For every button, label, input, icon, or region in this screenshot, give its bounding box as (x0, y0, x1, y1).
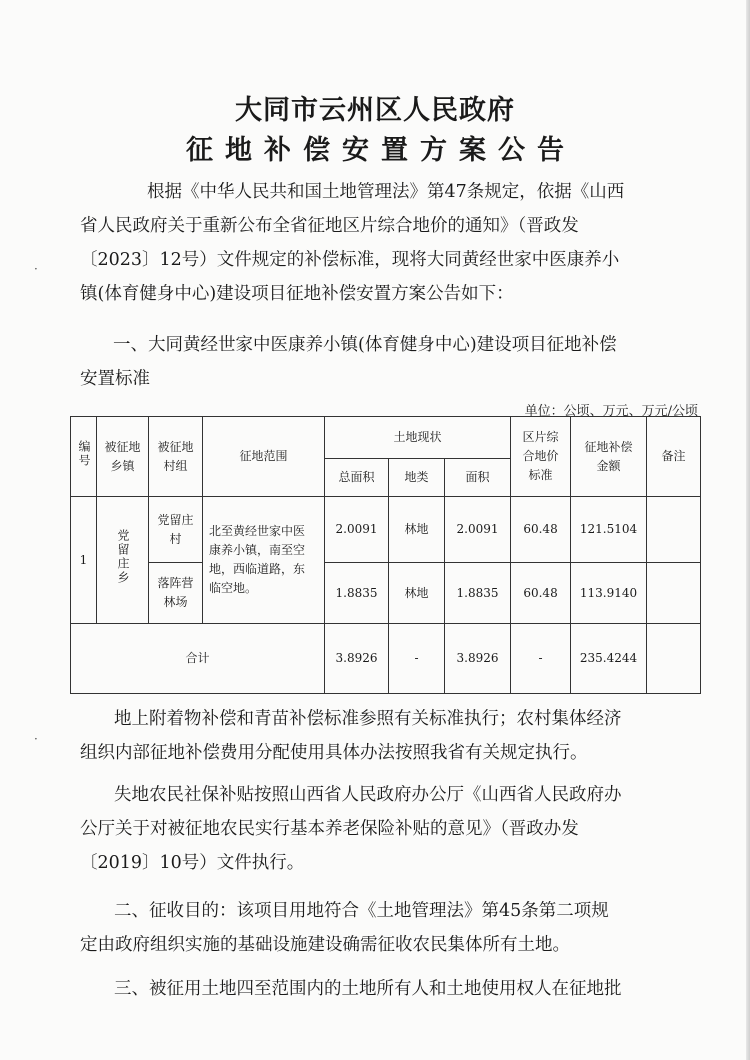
header-compensation: 征地补偿金额 (571, 417, 647, 497)
paragraph-3-line-2: 公厅关于对被征地农民实行基本养老保险补贴的意见》（晋政办发 (80, 819, 579, 839)
cell-compensation: 121.5104 (571, 497, 647, 563)
cell-price: 60.48 (511, 563, 571, 624)
cell-land-type: 林地 (389, 563, 445, 624)
total-land-type: - (389, 624, 445, 694)
paragraph-3-line-3: 〔2019〕10号）文件执行。 (80, 853, 305, 873)
total-remark (647, 624, 701, 694)
header-remark: 备注 (647, 417, 701, 497)
page-subtitle: 征地补偿安置方案公告 (186, 135, 576, 166)
cell-land-type: 林地 (389, 497, 445, 563)
paragraph-3-line-1: 失地农民社保补贴按照山西省人民政府办公厅《山西省人民政府办 (114, 785, 622, 805)
total-price: - (511, 624, 571, 694)
total-total-area: 3.8926 (325, 624, 389, 694)
paragraph-1-line-3: 〔2023〕12号）文件规定的补偿标准，现将大同黄经世家中医康养小 (80, 250, 620, 270)
header-village: 被征地村组 (149, 417, 203, 497)
paragraph-1-line-4: 镇(体育健身中心)建设项目征地补偿安置方案公告如下： (80, 284, 514, 304)
total-compensation: 235.4244 (571, 624, 647, 694)
cell-scope: 北至黄经世家中医康养小镇，南至空地，西临道路，东临空地。 (203, 497, 325, 624)
section-2-line-1: 二、征收目的：该项目用地符合《土地管理法》第45条第二项规 (114, 901, 609, 921)
header-land-type: 地类 (389, 459, 445, 497)
section-3-line-1: 三、被征用土地四至范围内的土地所有人和土地使用权人在征地批 (114, 979, 622, 999)
cell-village: 党留庄村 (149, 497, 203, 563)
header-price: 区片综合地价标准 (511, 417, 571, 497)
paragraph-2-line-2: 组织内部征地补偿费用分配使用具体办法按照我省有关规定执行。 (80, 743, 588, 763)
page-title: 大同市云州区人民政府 (235, 95, 515, 126)
cell-town: 党留庄乡 (97, 497, 149, 624)
cell-area: 1.8835 (445, 563, 511, 624)
compensation-table (70, 416, 701, 694)
paragraph-1-line-1: 根据《中华人民共和国土地管理法》第47条规定，依据《山西 (147, 182, 625, 202)
cell-no: 1 (71, 497, 97, 624)
header-area: 面积 (445, 459, 511, 497)
header-land-status: 土地现状 (325, 417, 511, 459)
cell-remark (647, 497, 701, 563)
section-2-line-2: 定由政府组织实施的基础设施建设确需征收农民集体所有土地。 (80, 935, 570, 955)
paragraph-2-line-1: 地上附着物补偿和青苗补偿标准参照有关标准执行；农村集体经济 (114, 709, 622, 729)
paragraph-1-line-2: 省人民政府关于重新公布全省征地区片综合地价的通知》（晋政发 (80, 216, 579, 236)
header-town: 被征地乡镇 (97, 417, 149, 497)
total-area: 3.8926 (445, 624, 511, 694)
cell-total-area: 2.0091 (325, 497, 389, 563)
cell-village: 落阵营林场 (149, 563, 203, 624)
section-1-heading-line-2: 安置标准 (80, 369, 150, 389)
cell-area: 2.0091 (445, 497, 511, 563)
total-label: 合计 (71, 624, 325, 694)
cell-compensation: 113.9140 (571, 563, 647, 624)
cell-total-area: 1.8835 (325, 563, 389, 624)
cell-remark (647, 563, 701, 624)
section-1-heading-line-1: 一、大同黄经世家中医康养小镇(体育健身中心)建设项目征地补偿 (113, 335, 617, 355)
unit-label: 单位：公顷、万元、万元/公顷 (524, 404, 698, 419)
scan-mark: · (34, 732, 38, 746)
header-scope: 征地范围 (203, 417, 325, 497)
header-no: 编号 (71, 417, 97, 497)
header-total-area: 总面积 (325, 459, 389, 497)
scan-mark: · (34, 262, 38, 276)
cell-price: 60.48 (511, 497, 571, 563)
